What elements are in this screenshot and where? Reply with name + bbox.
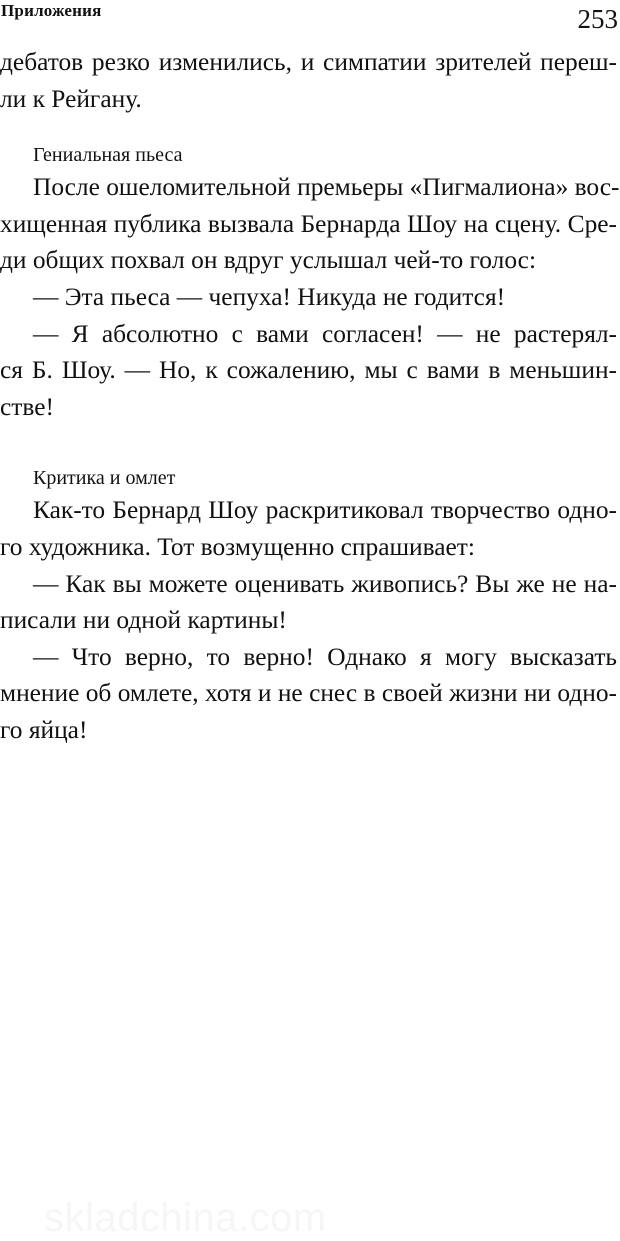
text-line: дебатов резко изменились, и симпатии зрителей переш-	[0, 48, 617, 76]
page-body	[0, 44, 620, 749]
running-head: Приложения	[1, 1, 102, 20]
page-number: 253	[577, 4, 618, 34]
dialogue-line: — Эта пьеса — чепуха! Никуда не годится!	[33, 282, 506, 311]
text-line: мнение об омлете, хотя и не снес в своей жизни ни одно-	[0, 679, 617, 708]
section-title-criticism-omelet: Критика и омлет	[33, 467, 176, 490]
text-line: ди общих похвал он вдруг услышал чей-то голос:	[0, 246, 536, 275]
dialogue-line: — Что верно, то верно! Однако я могу высказать	[33, 642, 617, 671]
text-line: го яйца!	[0, 715, 88, 744]
watermark: skladchina.com	[44, 1196, 327, 1240]
text-line: хищенная публика вызвала Бернарда Шоу на сцену. Сре-	[0, 209, 617, 238]
text-line: После ошеломительной премьеры «Пигмалиона» вос-	[33, 173, 620, 202]
section-title-genius-play: Гениальная пьеса	[33, 144, 183, 167]
dialogue-line: — Я абсолютно с вами согласен! — не растерял-	[33, 319, 617, 348]
text-line: го художника. Тот возмущенно спрашивает:	[0, 532, 475, 561]
text-line: ли к Рейгану.	[0, 84, 142, 113]
text-line: Как-то Бернард Шоу раскритиковал творчество одно-	[33, 496, 617, 525]
text-line: стве!	[0, 392, 54, 421]
text-line: ся Б. Шоу. — Но, к сожалению, мы с вами в меньшин-	[0, 356, 617, 385]
text-line: писали ни одной картины!	[0, 606, 287, 635]
dialogue-line: — Как вы можете оценивать живопись? Вы же не на-	[33, 569, 617, 598]
